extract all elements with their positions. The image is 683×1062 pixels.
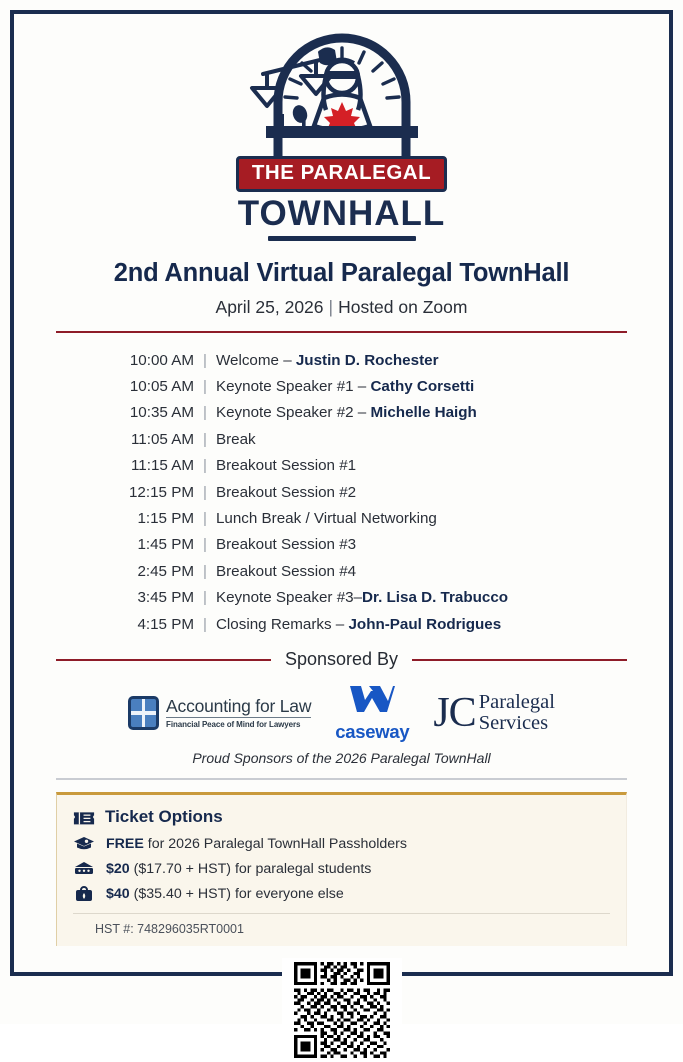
schedule-description: Keynote Speaker #3–Dr. Lisa D. Trabucco bbox=[215, 589, 509, 607]
graduation-cap-icon bbox=[73, 836, 95, 852]
schedule-time: 11:05 AM bbox=[130, 430, 194, 448]
hst-number: HST #: 748296035RT0001 bbox=[95, 921, 244, 936]
sponsor-name-line2: Services bbox=[478, 712, 549, 735]
schedule-time: 10:05 AM bbox=[129, 377, 194, 395]
ticket-detail: ($17.70 + HST) for paralegal students bbox=[129, 860, 372, 877]
registration-qr-code[interactable] bbox=[282, 958, 402, 1062]
schedule-time: 3:45 PM bbox=[137, 589, 194, 607]
ticket-option-text bbox=[106, 836, 407, 852]
schedule-row bbox=[114, 558, 627, 584]
ticket-options-box bbox=[56, 792, 627, 946]
ticket-price: $20 bbox=[106, 860, 130, 877]
schedule-row bbox=[114, 585, 627, 611]
logo-banner-text: THE PARALEGAL bbox=[236, 156, 447, 192]
ticket-price: $40 bbox=[106, 885, 130, 902]
sponsor-accounting-for-law bbox=[128, 696, 311, 730]
schedule-row bbox=[114, 453, 627, 479]
accounting-for-law-icon bbox=[128, 696, 159, 730]
sponsor-tagline: Financial Peace of Mind for Lawyers bbox=[166, 717, 311, 729]
sponsor-jc-paralegal-services bbox=[433, 689, 555, 736]
schedule-description: Lunch Break / Virtual Networking bbox=[215, 509, 437, 527]
event-date: April 25, 2026 bbox=[215, 296, 324, 317]
schedule-description: Keynote Speaker #1 – Cathy Corsetti bbox=[215, 377, 475, 395]
schedule-description: Break bbox=[215, 430, 256, 448]
schedule-separator: | bbox=[203, 404, 207, 422]
schedule-separator: | bbox=[203, 457, 207, 475]
page-title: 2nd Annual Virtual Paralegal TownHall bbox=[113, 258, 570, 287]
schedule-separator: | bbox=[203, 483, 207, 501]
school-building-icon bbox=[73, 861, 95, 876]
schedule-speaker: John-Paul Rodrigues bbox=[348, 615, 502, 633]
schedule-separator: | bbox=[203, 615, 207, 633]
ticket-option-row bbox=[73, 861, 610, 877]
lady-justice-scales-maple-leaf-icon bbox=[232, 30, 452, 158]
ticket-option-row bbox=[73, 836, 610, 852]
schedule-description: Closing Remarks – John-Paul Rodrigues bbox=[215, 615, 502, 633]
schedule-time: 10:35 AM bbox=[129, 404, 194, 422]
schedule-row bbox=[114, 426, 627, 452]
schedule-description: Welcome – Justin D. Rochester bbox=[215, 351, 439, 369]
divider-sponsors bbox=[56, 778, 627, 780]
schedule-time: 1:15 PM bbox=[137, 509, 194, 527]
sponsored-by-header bbox=[56, 649, 627, 670]
schedule-speaker: Michelle Haigh bbox=[370, 404, 477, 422]
ticket-detail: ($35.40 + HST) for everyone else bbox=[129, 885, 344, 902]
ticket-option-row bbox=[73, 886, 610, 902]
ticket-options-header bbox=[73, 807, 610, 827]
schedule-row bbox=[114, 611, 627, 637]
briefcase-icon bbox=[73, 886, 95, 902]
schedule-row bbox=[114, 505, 627, 531]
schedule-row bbox=[114, 400, 627, 426]
schedule-separator: | bbox=[203, 351, 207, 369]
schedule-row bbox=[114, 347, 627, 373]
sponsor-name: caseway bbox=[335, 720, 410, 742]
schedule-description: Keynote Speaker #2 – Michelle Haigh bbox=[215, 404, 477, 422]
ticket-options-title: Ticket Options bbox=[105, 806, 223, 826]
schedule-time: 12:15 PM bbox=[128, 483, 194, 501]
schedule-time: 1:45 PM bbox=[137, 536, 194, 554]
schedule-list bbox=[56, 347, 627, 637]
schedule-time: 10:00 AM bbox=[129, 351, 194, 369]
ticket-option-text bbox=[106, 886, 344, 902]
schedule-time: 4:15 PM bbox=[137, 615, 194, 633]
sponsor-logos bbox=[56, 682, 627, 744]
schedule-description: Breakout Session #4 bbox=[215, 562, 357, 580]
townhall-logo bbox=[56, 24, 627, 241]
schedule-description: Breakout Session #2 bbox=[215, 483, 357, 501]
sponsor-name-line1: Paralegal bbox=[478, 691, 555, 714]
sponsored-by-label: Sponsored By bbox=[284, 649, 399, 670]
schedule-speaker: Dr. Lisa D. Trabucco bbox=[362, 589, 509, 607]
sponsor-note: Proud Sponsors of the 2026 Paralegal TownHall bbox=[192, 750, 491, 767]
schedule-separator: | bbox=[203, 562, 207, 580]
sponsor-rule-right bbox=[412, 659, 627, 662]
schedule-time: 2:45 PM bbox=[137, 562, 194, 580]
jc-monogram: JC bbox=[433, 689, 476, 736]
schedule-separator: | bbox=[203, 589, 207, 607]
schedule-speaker: Justin D. Rochester bbox=[295, 351, 439, 369]
ticket-divider bbox=[73, 913, 610, 914]
schedule-separator: | bbox=[203, 377, 207, 395]
schedule-separator: | bbox=[203, 536, 207, 554]
qr-section bbox=[56, 958, 627, 1062]
schedule-separator: | bbox=[203, 430, 207, 448]
subtitle-separator: | bbox=[328, 296, 334, 317]
ticket-option-text bbox=[106, 861, 371, 877]
ticket-price: FREE bbox=[106, 835, 144, 852]
schedule-time: 11:15 AM bbox=[130, 457, 194, 475]
event-platform: Hosted on Zoom bbox=[338, 296, 468, 317]
sponsor-name: Accounting for Law bbox=[166, 696, 312, 717]
schedule-description: Breakout Session #1 bbox=[215, 457, 357, 475]
schedule-description: Breakout Session #3 bbox=[215, 536, 357, 554]
ticket-detail: for 2026 Paralegal TownHall Passholders bbox=[143, 835, 407, 852]
sponsor-rule-left bbox=[56, 659, 271, 662]
event-subtitle bbox=[56, 297, 627, 318]
sponsor-caseway bbox=[335, 684, 409, 743]
schedule-row bbox=[114, 479, 627, 505]
logo-underline bbox=[268, 236, 416, 241]
schedule-speaker: Cathy Corsetti bbox=[370, 377, 475, 395]
caseway-mark-icon bbox=[347, 684, 397, 719]
schedule-row bbox=[114, 532, 627, 558]
schedule-separator: | bbox=[203, 509, 207, 527]
schedule-row bbox=[114, 373, 627, 399]
divider-top bbox=[56, 331, 627, 334]
ticket-icon bbox=[73, 809, 95, 825]
logo-wordmark: TOWNHALL bbox=[237, 193, 446, 233]
